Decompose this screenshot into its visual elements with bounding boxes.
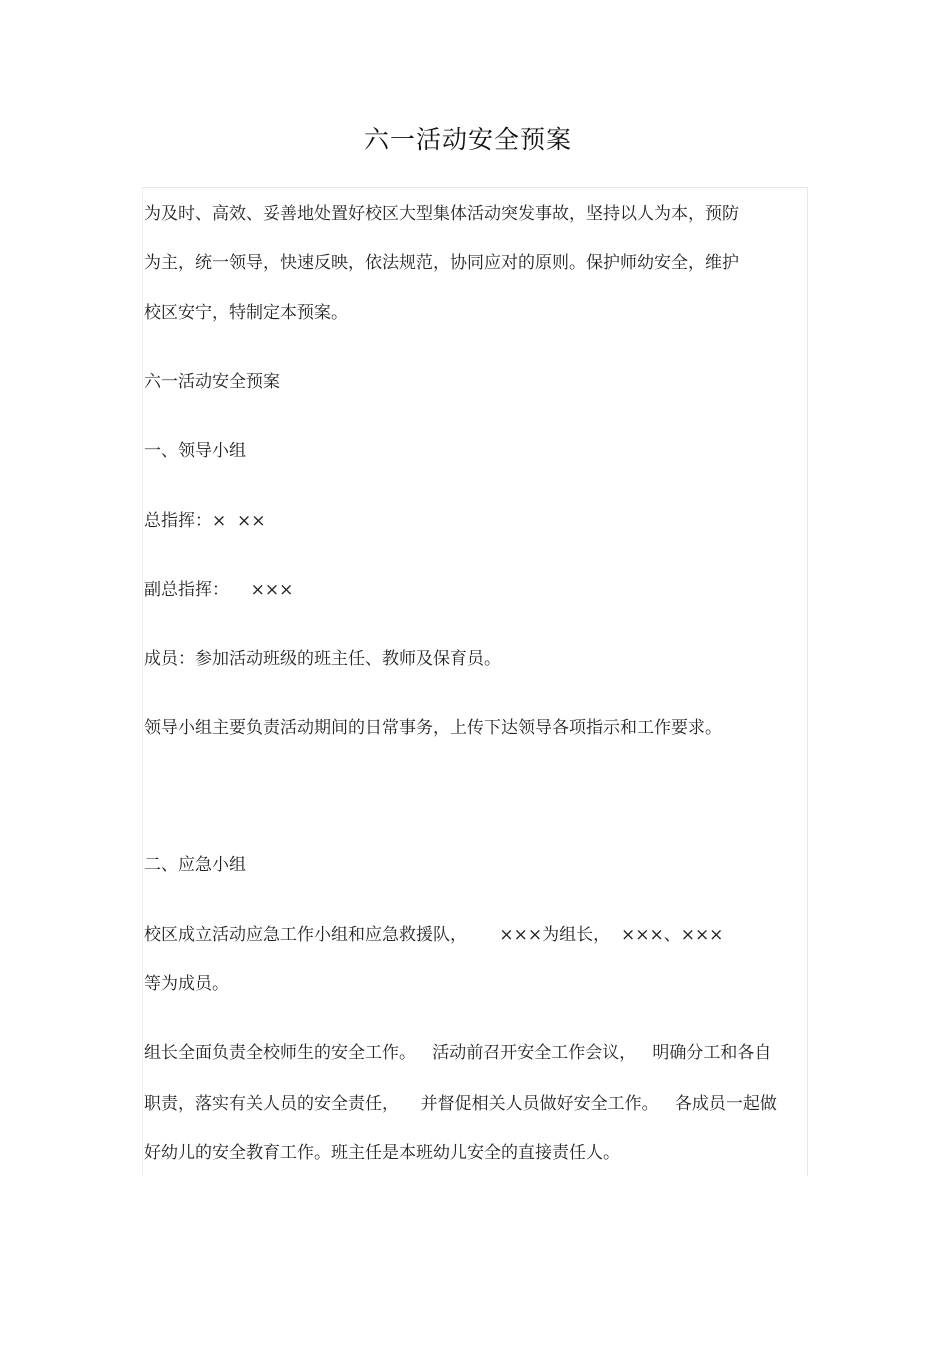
- section-heading: 六一活动安全预案: [144, 372, 280, 392]
- paragraph-line: 校区安宁，特制定本预案。: [144, 303, 348, 323]
- paragraph-line: 好幼儿的安全教育工作。班主任是本班幼儿安全的直接责任人。: [144, 1143, 620, 1163]
- section-heading: 二、应急小组: [144, 855, 246, 875]
- paragraph-line: 为及时、高效、妥善地处置好校区大型集体活动突发事故，坚持以人为本，预防: [144, 204, 739, 224]
- paragraph-line: 组长全面负责全校师生的安全工作。 活动前召开安全工作会议， 明确分工和各自: [144, 1043, 772, 1063]
- paragraph-line: 校区成立活动应急工作小组和应急救援队， ×××为组长， ×××、×××: [144, 925, 724, 945]
- paragraph-line: 领导小组主要负责活动期间的日常事务，上传下达领导各项指示和工作要求。: [144, 718, 722, 738]
- section-heading: 一、领导小组: [144, 441, 246, 461]
- content-frame: [142, 187, 808, 1176]
- paragraph-line: 副总指挥： ×××: [144, 580, 294, 600]
- document-title: 六一活动安全预案: [363, 125, 572, 154]
- paragraph-line: 成员：参加活动班级的班主任、教师及保育员。: [144, 649, 501, 669]
- paragraph-line: 等为成员。: [144, 974, 229, 994]
- paragraph-line: 职责，落实有关人员的安全责任， 并督促相关人员做好安全工作。 各成员一起做: [144, 1094, 777, 1114]
- paragraph-line: 总指挥：× ××: [144, 511, 266, 531]
- paragraph-line: 为主，统一领导，快速反映，依法规范，协同应对的原则。保护师幼安全，维护: [144, 253, 739, 273]
